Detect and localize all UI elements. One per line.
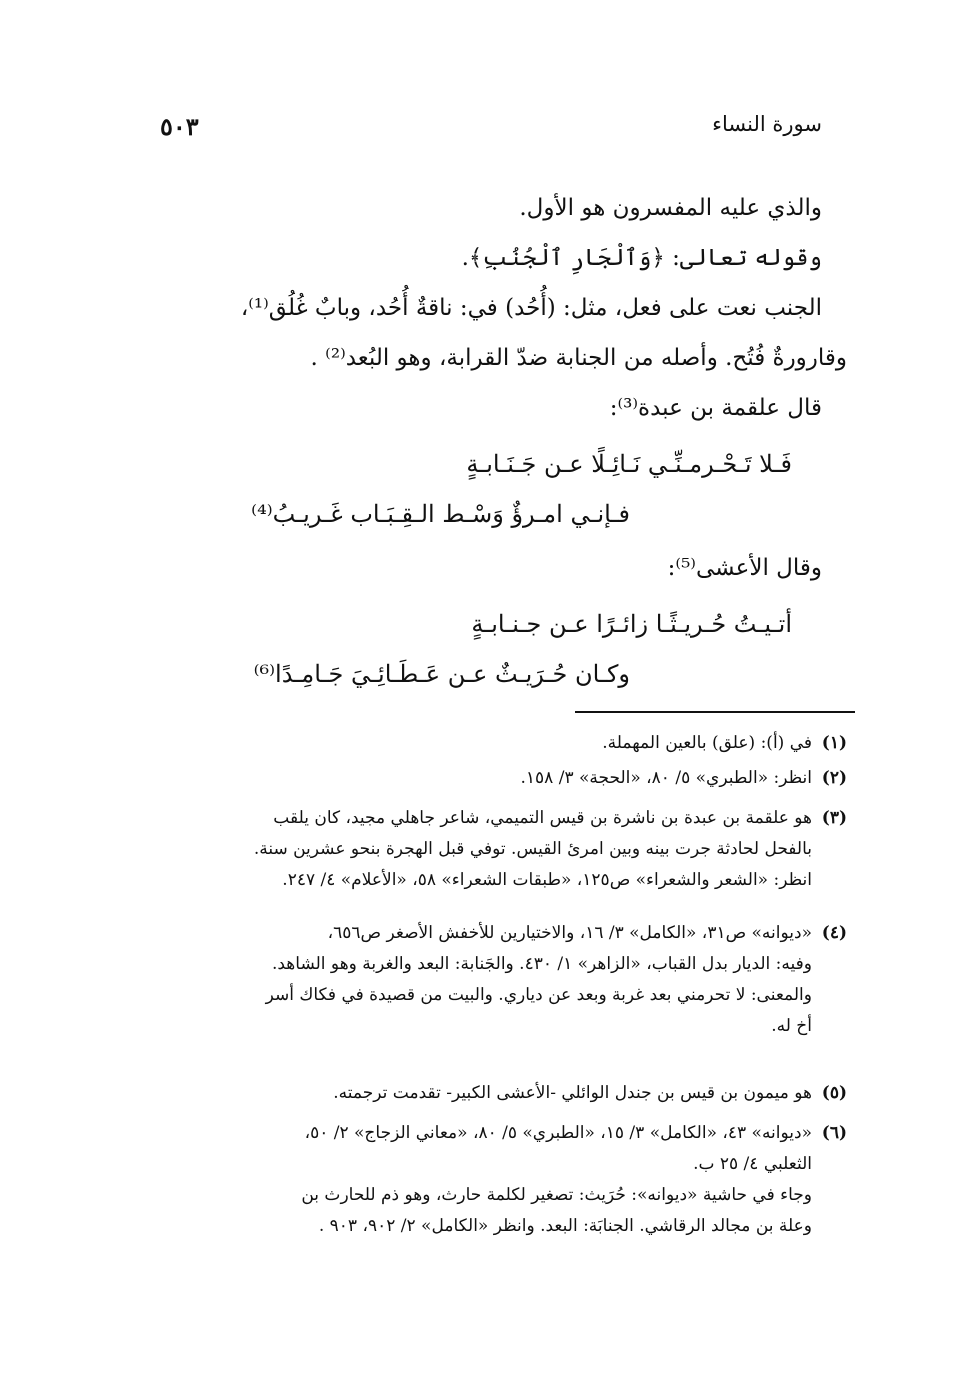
footnote-line: وعلة بن مجالد الرقاشي. الجنابَة: البعد. وانظر «الكامل» ٢/ ٩٠٢، ٩٠٣ . (318, 1216, 812, 1236)
verse-line: أتـيـتُ حُـريـثًـا زائـرًا عـن جـنـابـةٍ (471, 610, 792, 638)
footnote-line: بالفحل لحادثة جرت بينه وبين امرئ القيس. توفي قبل الهجرة بنحو عشرين سنة. (253, 839, 812, 859)
footnote-number: (٥) (821, 1083, 847, 1103)
verse-line: فـإنـي امـرؤٌ وَسْـط الـقِـبَـاب غَـريـبُ⁽⁴⁾ (251, 500, 630, 528)
footnote-number: (٣) (821, 808, 847, 828)
footnote-line: هو علقمة بن عبدة بن ناشرة بن قيس التميمي، شاعر جاهلي مجيد، كان يلقب (273, 808, 812, 828)
footnote-number: (٢) (821, 768, 847, 788)
running-header-title: سورة النساء (712, 112, 822, 136)
footnote-line: الثعلبي ٤/ ٢٥ ب. (693, 1154, 812, 1174)
footnote-line: والمعنى: لا تحرمني بعد غربة وبعد عن دياري. والبيت من قصيدة في فكاك أسر (265, 985, 812, 1005)
text-line: قال علقمة بن عبدة⁽³⁾: (609, 395, 822, 421)
text-line: الجنب نعت على فعل، مثل: (أُحُد) في: ناقةٌ أُحُد، وبابٌ غُلُق⁽¹⁾، (240, 295, 822, 321)
footnote-number: (١) (821, 733, 847, 753)
footnote-line: هو ميمون بن قيس بن جندل الوائلي -الأعشى الكبير- تقدمت ترجمته. (333, 1083, 812, 1103)
text-line: وقارورةٌ فُتُح. وأصله من الجنابة ضدّ القرابة، وهو البُعد⁽²⁾ . (310, 345, 847, 371)
footnote-line: في (أ): (علق) بالعين المهملة. (602, 733, 812, 753)
text-line: وقوله تعالى: ﴿وَٱلْجَارِ ٱلْجُنُبِ﴾. (461, 245, 822, 271)
text-line: وقال الأعشى⁽⁵⁾: (667, 555, 822, 581)
text-line: والذي عليه المفسرون هو الأول. (519, 195, 822, 221)
footnote-line: «ديوانه» ص٣١، «الكامل» ٣/ ١٦، والاختيارين للأخفش الأصغر ص٦٥٦، (327, 923, 812, 943)
verse-line: فَـلا تَـحْـرمـنِّـي نَـائِـلًا عـن جَـنَـابـةٍ (466, 450, 792, 478)
footnote-line: وجاء في حاشية «ديوانه»: حُرَيث: تصغير لكلمة حارث، وهو ذم للحارث بن (301, 1185, 812, 1205)
footnote-number: (٤) (821, 923, 847, 943)
verse-line: وكـان حُـرَيـثٌ عـن عَـطَـائِـيَ جَـامِـدًا⁽⁶⁾ (253, 660, 630, 688)
footnote-number: (٦) (821, 1123, 847, 1143)
footnote-divider (575, 711, 855, 713)
footnote-line: «ديوانه» ٤٣، «الكامل» ٣/ ١٥، «الطبري» ٥/ ٨٠، «معاني الزجاج» ٢/ ٥٠، (304, 1123, 812, 1143)
footnote-line: وفيه: الديار بدل القباب، «الزاهر» ١/ ٤٣٠. والجَنابة: البعد والغربة وهو الشاهد. (271, 954, 812, 974)
footnote-line: انظر: «الشعر والشعراء» ص١٢٥، «طبقات الشعراء» ٥٨، «الأعلام» ٤/ ٢٤٧. (282, 870, 812, 890)
footnote-line: انظر: «الطبري» ٥/ ٨٠، «الحجة» ٣/ ١٥٨. (520, 768, 812, 788)
page-number: ٥٠٣ (160, 112, 199, 141)
footnote-line: أخ له. (771, 1016, 812, 1036)
